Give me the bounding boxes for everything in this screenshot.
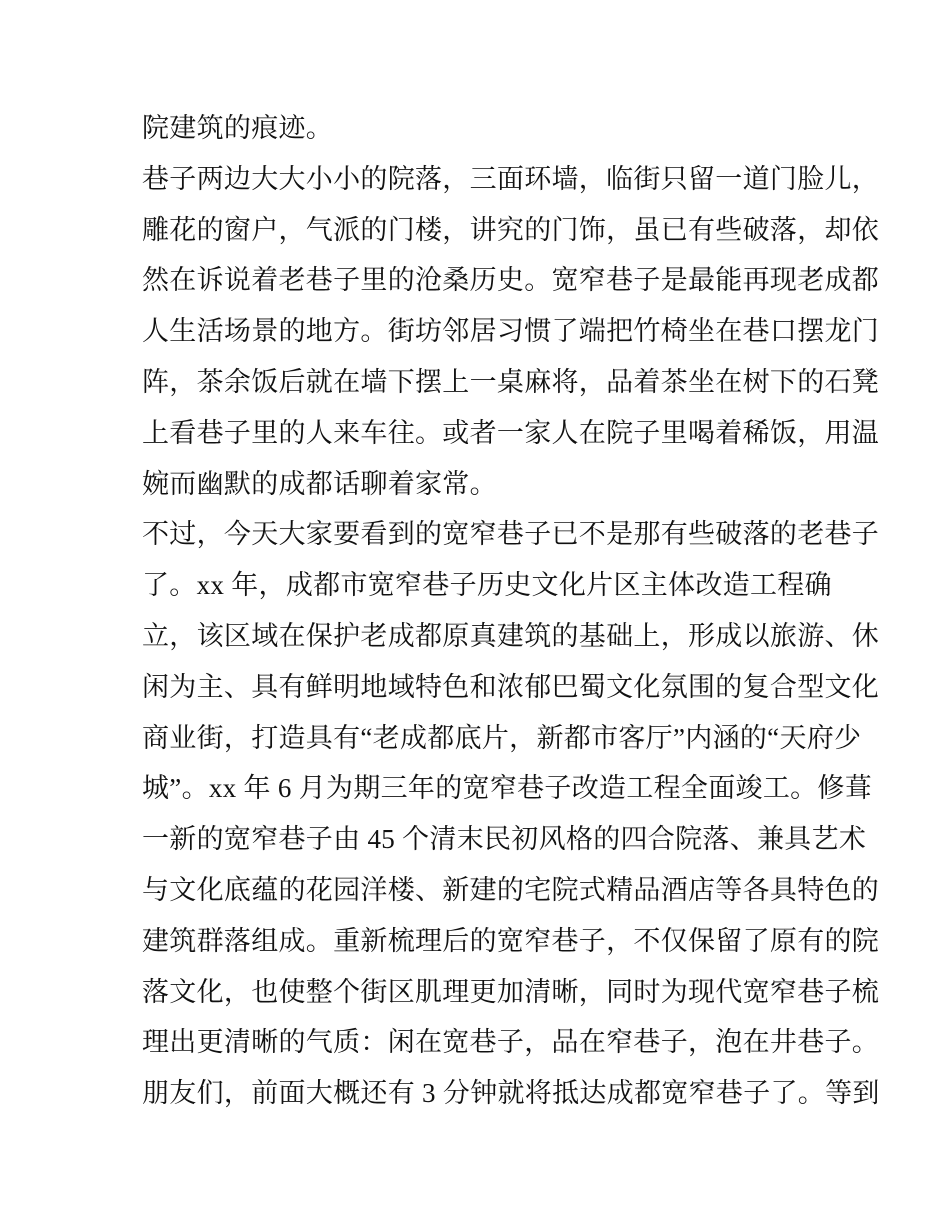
text-line: 婉而幽默的成都话聊着家常。 [142, 468, 497, 499]
text-line: 与文化底蕴的花园洋楼、新建的宅院式精品酒店等各具特色的 [142, 874, 880, 905]
text-line: 立，该区域在保护老成都原真建筑的基础上，形成以旅游、休 [142, 620, 880, 651]
text-line: 朋友们，前面大概还有 3 分钟就将抵达成都宽窄巷子了。等到 [142, 1078, 880, 1109]
text-line: 雕花的窗户，气派的门楼，讲究的门饰，虽已有些破落，却依 [142, 214, 880, 245]
text-line: 上看巷子里的人来车往。或者一家人在院子里喝着稀饭，用温 [142, 417, 880, 448]
text-line: 了。xx 年，成都市宽窄巷子历史文化片区主体改造工程确 [142, 570, 832, 601]
text-line: 理出更清晰的气质：闲在宽巷子，品在窄巷子，泡在井巷子。 [142, 1027, 880, 1058]
text-line: 巷子两边大大小小的院落，三面环墙，临街只留一道门脸儿， [142, 163, 880, 194]
text-line: 城”。xx 年 6 月为期三年的宽窄巷子改造工程全面竣工。修葺 [142, 773, 873, 804]
text-line: 人生活场景的地方。街坊邻居习惯了端把竹椅坐在巷口摆龙门 [142, 316, 880, 347]
text-line: 不过，今天大家要看到的宽窄巷子已不是那有些破落的老巷子 [142, 519, 880, 550]
text-line: 然在诉说着老巷子里的沧桑历史。宽窄巷子是最能再现老成都 [142, 265, 880, 296]
document-body [142, 103, 880, 1119]
text-line: 建筑群落组成。重新梳理后的宽窄巷子，不仅保留了原有的院 [142, 925, 880, 956]
text-line: 阵，茶余饭后就在墙下摆上一桌麻将，品着茶坐在树下的石凳 [142, 366, 880, 397]
text-line: 院建筑的痕迹。 [142, 113, 334, 143]
text-line: 商业街，打造具有“老成都底片，新都市客厅”内涵的“天府少 [142, 722, 862, 753]
text-line: 一新的宽窄巷子由 45 个清末民初风格的四合院落、兼具艺术 [142, 824, 867, 855]
text-line: 落文化，也使整个街区肌理更加清晰，同时为现代宽窄巷子梳 [142, 976, 880, 1007]
text-line: 闲为主、具有鲜明地域特色和浓郁巴蜀文化氛围的复合型文化 [142, 671, 880, 702]
